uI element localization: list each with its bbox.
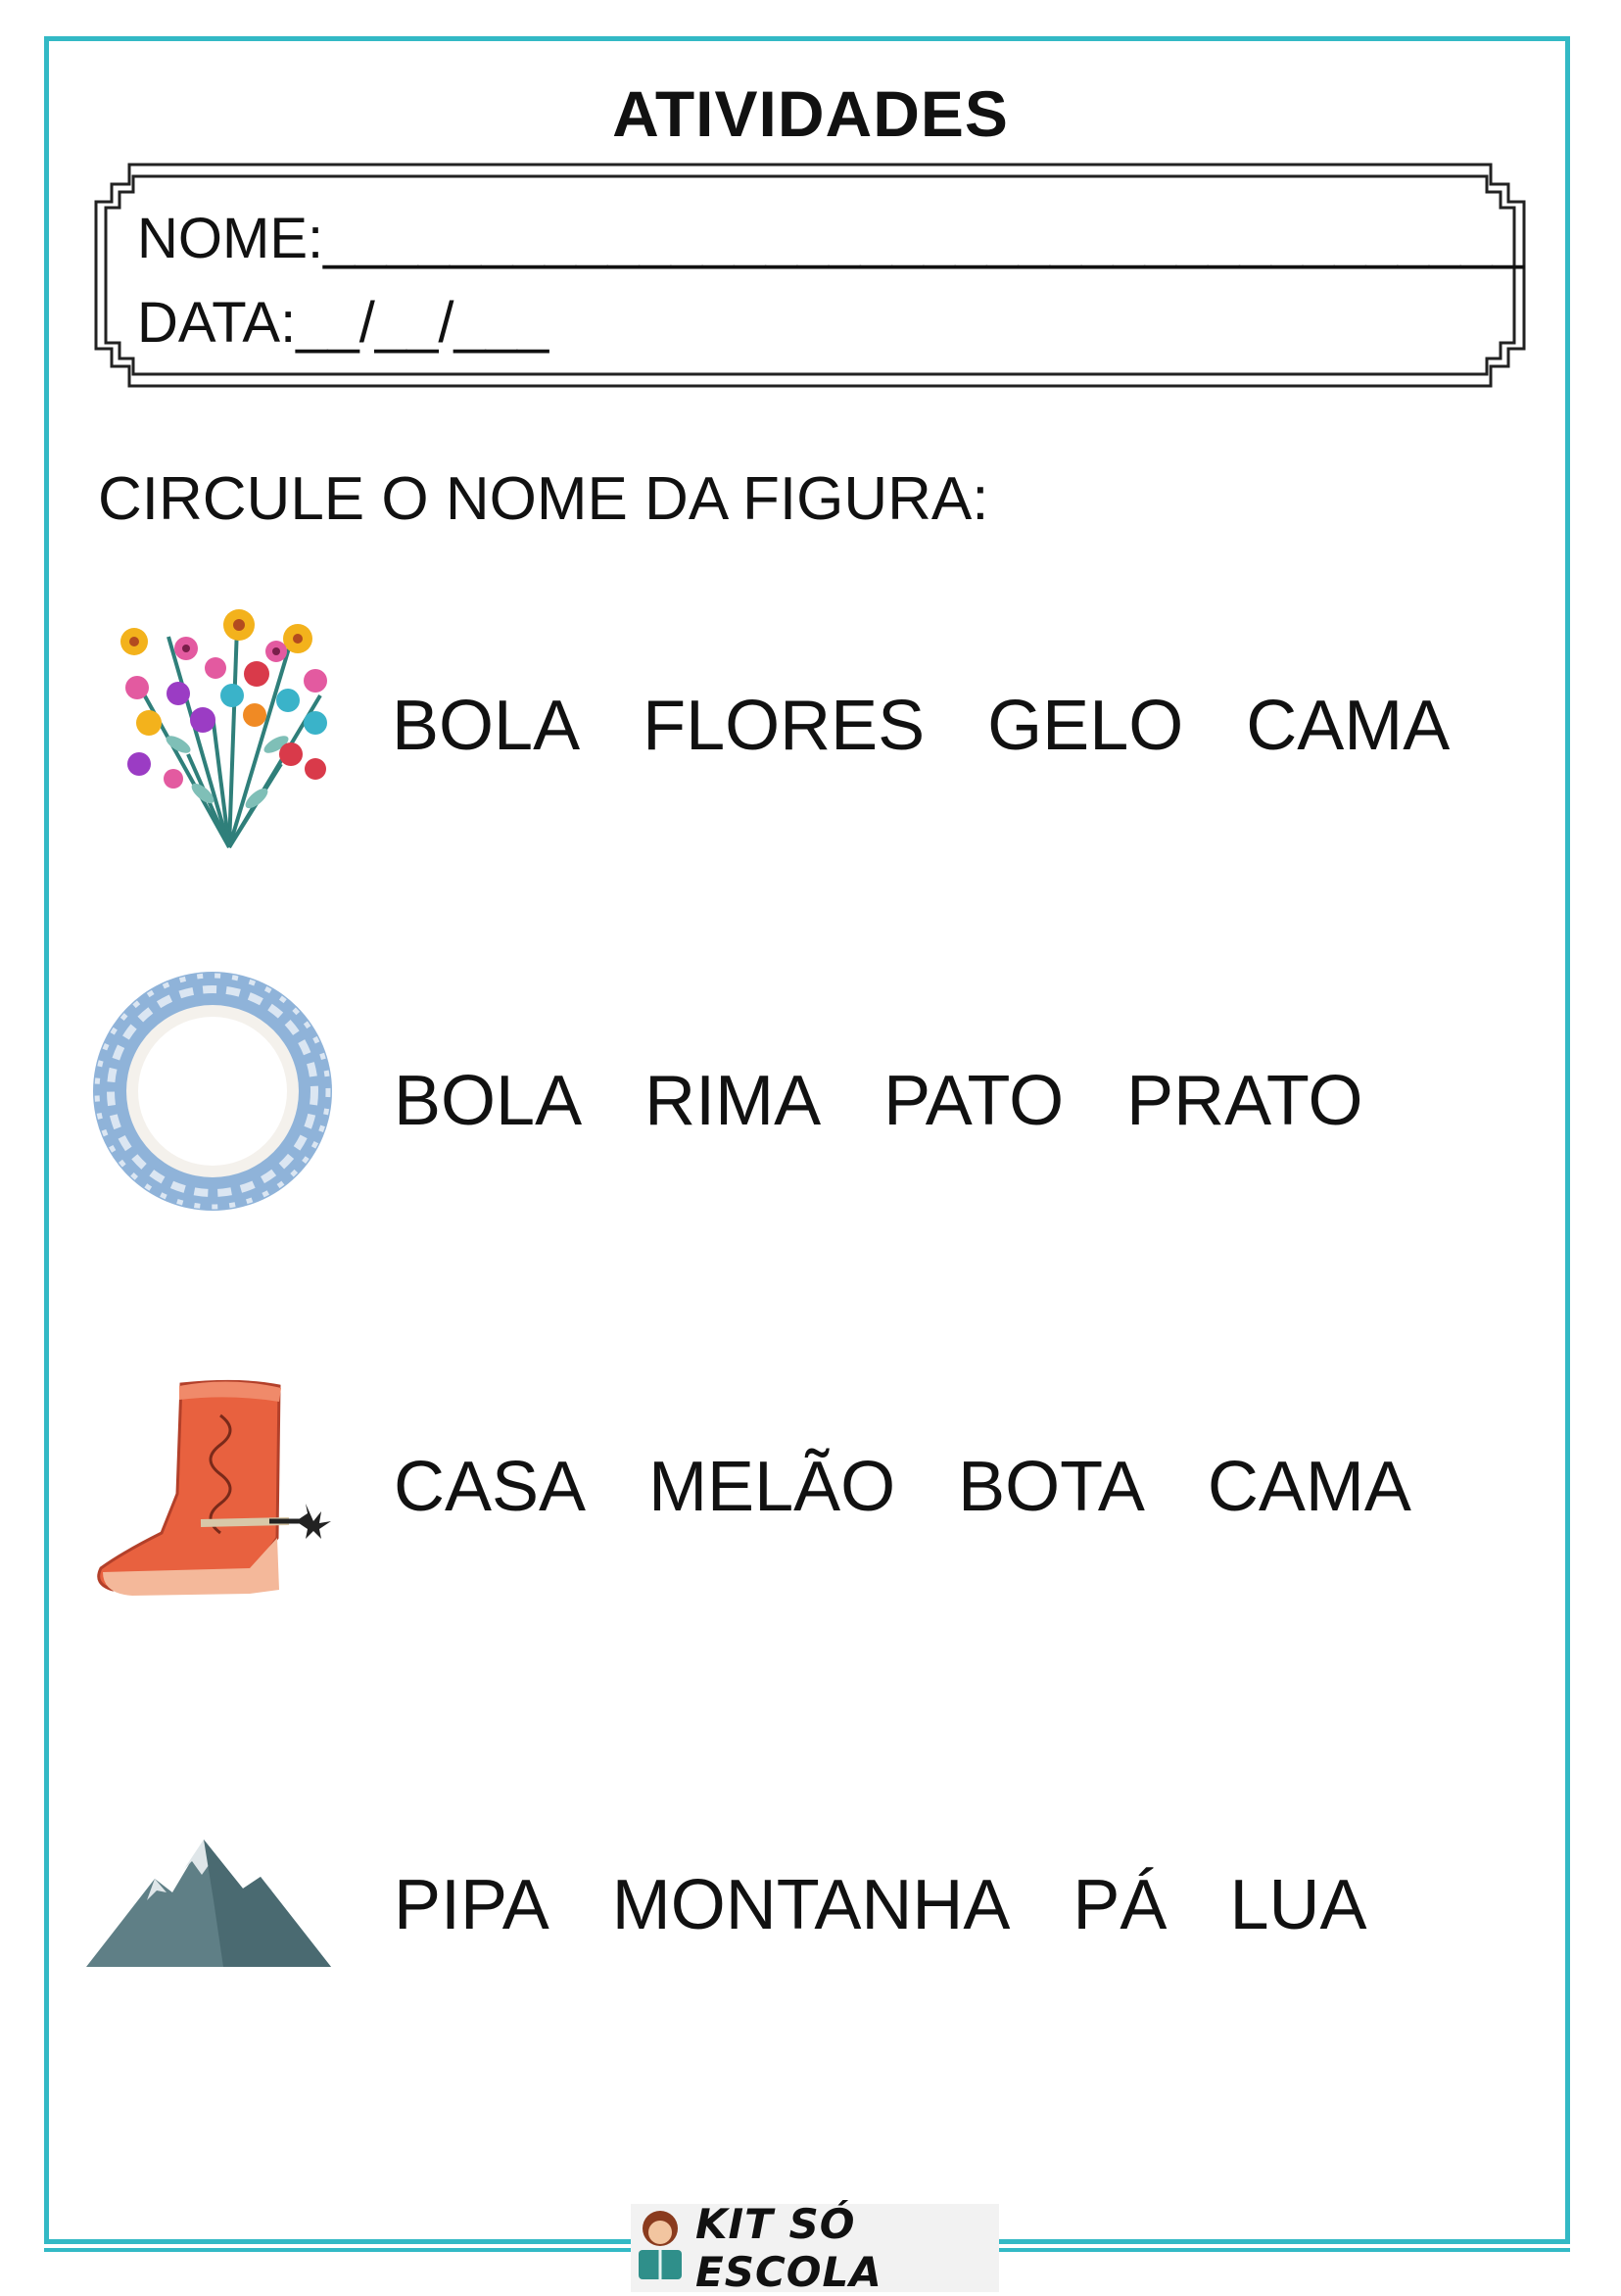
word-option[interactable]: MONTANHA	[611, 1866, 1011, 1944]
date-blank[interactable]: __/__/___	[296, 291, 549, 355]
exercise-row-3	[0, 1376, 1621, 1602]
word-option[interactable]: BOLA	[392, 687, 581, 765]
footer-line-right	[999, 2248, 1570, 2252]
word-option[interactable]: RIMA	[644, 1062, 822, 1140]
word-options-1	[392, 686, 1450, 766]
plate-icon	[92, 970, 333, 1218]
word-option[interactable]: FLORES	[643, 687, 926, 765]
brand-name: KIT SÓ ESCOLA	[695, 2200, 882, 2296]
word-option[interactable]: CAMA	[1246, 687, 1451, 765]
word-option[interactable]: PÁ	[1073, 1866, 1168, 1944]
date-field[interactable]	[137, 290, 548, 356]
word-options-3	[394, 1447, 1411, 1527]
exercise-row-2	[0, 970, 1621, 1224]
word-options-2	[394, 1061, 1363, 1141]
word-option[interactable]: LUA	[1229, 1866, 1367, 1944]
name-field[interactable]	[137, 206, 1524, 271]
name-label: NOME:	[137, 207, 324, 270]
word-option[interactable]: PIPA	[394, 1866, 549, 1944]
name-blank[interactable]: ______________________________________	[323, 207, 1524, 270]
word-option[interactable]: BOLA	[394, 1062, 583, 1140]
word-option[interactable]: GELO	[987, 687, 1184, 765]
cowboy-boot-icon	[93, 1376, 333, 1602]
word-option[interactable]: PRATO	[1126, 1062, 1363, 1140]
word-option[interactable]: MELÃO	[648, 1448, 896, 1526]
exercise-row-4	[0, 1832, 1621, 1979]
footer-logo	[631, 2200, 999, 2296]
instruction-text: CIRCULE O NOME DA FIGURA:	[98, 465, 989, 533]
word-option[interactable]: CAMA	[1207, 1448, 1411, 1526]
word-options-4	[394, 1865, 1367, 1945]
flower-bouquet-icon	[110, 598, 355, 857]
footer-line-left	[44, 2248, 632, 2252]
reading-girl-icon	[631, 2207, 690, 2290]
page-title: ATIVIDADES	[612, 77, 1009, 150]
word-option[interactable]: CASA	[394, 1448, 587, 1526]
mountain-icon	[86, 1832, 331, 1974]
exercise-row-1	[0, 598, 1621, 862]
word-option[interactable]: BOTA	[958, 1448, 1145, 1526]
date-label: DATA:	[137, 291, 297, 355]
word-option[interactable]: PATO	[883, 1062, 1065, 1140]
